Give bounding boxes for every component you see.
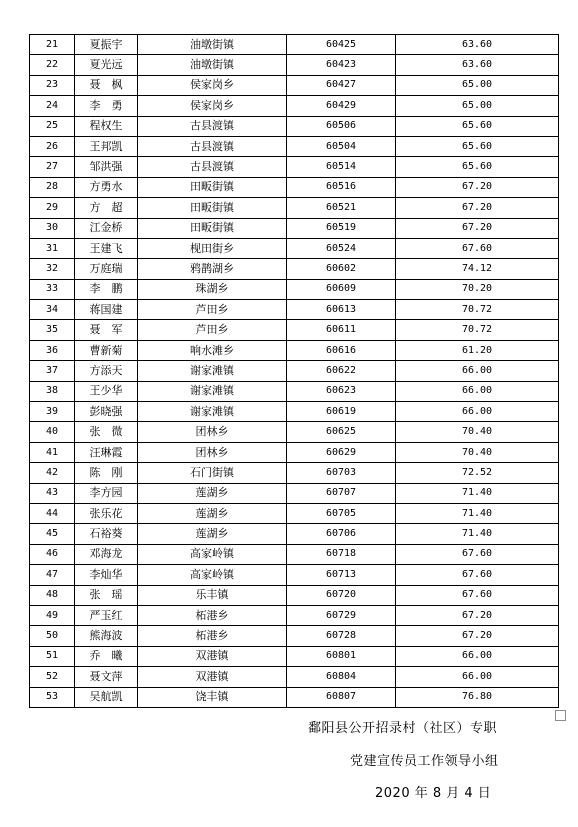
cell-score: 66.00	[396, 667, 559, 687]
cell-town: 饶丰镇	[138, 687, 287, 707]
table-row	[30, 55, 559, 75]
cell-town: 油墩街镇	[138, 35, 287, 55]
cell-town: 高家岭镇	[138, 565, 287, 585]
cell-score: 67.60	[396, 238, 559, 258]
cell-number: 32	[30, 259, 75, 279]
table-row	[30, 218, 559, 238]
cell-score: 67.20	[396, 626, 559, 646]
table-row	[30, 35, 559, 55]
table-row	[30, 300, 559, 320]
cell-exam-code: 60729	[287, 605, 396, 625]
signature-date: 2020 年 8 月 4 日	[375, 786, 492, 801]
cell-name: 曹新菊	[75, 340, 138, 360]
table-row	[30, 463, 559, 483]
cell-number: 29	[30, 198, 75, 218]
cell-name: 聂 军	[75, 320, 138, 340]
cell-exam-code: 60728	[287, 626, 396, 646]
cell-number: 53	[30, 687, 75, 707]
cell-score: 67.20	[396, 218, 559, 238]
cell-town: 田畈街镇	[138, 198, 287, 218]
cell-number: 52	[30, 667, 75, 687]
cell-number: 28	[30, 177, 75, 197]
table-row	[30, 585, 559, 605]
cell-name: 夏振宇	[75, 35, 138, 55]
cell-exam-code: 60423	[287, 55, 396, 75]
recruit-list-table	[29, 34, 559, 708]
cell-name: 蒋国建	[75, 300, 138, 320]
cell-town: 谢家滩镇	[138, 361, 287, 381]
cell-name: 彭晓强	[75, 402, 138, 422]
cell-name: 汪琳霞	[75, 442, 138, 462]
cell-score: 70.20	[396, 279, 559, 299]
cell-name: 陈 刚	[75, 463, 138, 483]
cell-town: 高家岭镇	[138, 544, 287, 564]
cell-town: 柘港乡	[138, 605, 287, 625]
cell-exam-code: 60713	[287, 565, 396, 585]
cell-score: 76.80	[396, 687, 559, 707]
cell-number: 21	[30, 35, 75, 55]
cell-name: 李灿华	[75, 565, 138, 585]
cell-name: 王少华	[75, 381, 138, 401]
cell-score: 61.20	[396, 340, 559, 360]
cell-exam-code: 60524	[287, 238, 396, 258]
cell-exam-code: 60629	[287, 442, 396, 462]
cell-town: 侯家岗乡	[138, 75, 287, 95]
cell-number: 45	[30, 524, 75, 544]
cell-exam-code: 60613	[287, 300, 396, 320]
cell-score: 66.00	[396, 402, 559, 422]
cell-exam-code: 60519	[287, 218, 396, 238]
cell-name: 江金桥	[75, 218, 138, 238]
cell-town: 侯家岗乡	[138, 96, 287, 116]
cell-town: 柘港乡	[138, 626, 287, 646]
cell-name: 张 微	[75, 422, 138, 442]
table-row	[30, 198, 559, 218]
cell-exam-code: 60720	[287, 585, 396, 605]
cell-town: 田畈街镇	[138, 177, 287, 197]
form-checkbox[interactable]	[555, 710, 566, 721]
table-row	[30, 136, 559, 156]
cell-exam-code: 60622	[287, 361, 396, 381]
cell-exam-code: 60609	[287, 279, 396, 299]
cell-score: 63.60	[396, 35, 559, 55]
cell-town: 莲湖乡	[138, 503, 287, 523]
cell-name: 严玉红	[75, 605, 138, 625]
cell-exam-code: 60504	[287, 136, 396, 156]
cell-score: 67.60	[396, 544, 559, 564]
table-row	[30, 75, 559, 95]
cell-score: 65.00	[396, 96, 559, 116]
cell-exam-code: 60611	[287, 320, 396, 340]
cell-name: 方添天	[75, 361, 138, 381]
cell-number: 34	[30, 300, 75, 320]
cell-town: 谢家滩镇	[138, 402, 287, 422]
table-row	[30, 442, 559, 462]
cell-exam-code: 60807	[287, 687, 396, 707]
table-row	[30, 259, 559, 279]
cell-exam-code: 60703	[287, 463, 396, 483]
cell-score: 63.60	[396, 55, 559, 75]
cell-exam-code: 60521	[287, 198, 396, 218]
cell-name: 熊海波	[75, 626, 138, 646]
cell-town: 团林乡	[138, 422, 287, 442]
cell-exam-code: 60616	[287, 340, 396, 360]
cell-number: 31	[30, 238, 75, 258]
cell-exam-code: 60425	[287, 35, 396, 55]
cell-exam-code: 60429	[287, 96, 396, 116]
cell-town: 谢家滩镇	[138, 381, 287, 401]
table-row	[30, 177, 559, 197]
cell-name: 夏光远	[75, 55, 138, 75]
cell-score: 67.60	[396, 565, 559, 585]
cell-number: 47	[30, 565, 75, 585]
cell-score: 74.12	[396, 259, 559, 279]
cell-score: 66.00	[396, 646, 559, 666]
cell-name: 聂 枫	[75, 75, 138, 95]
cell-name: 程权生	[75, 116, 138, 136]
cell-score: 71.40	[396, 503, 559, 523]
cell-number: 41	[30, 442, 75, 462]
cell-score: 66.00	[396, 361, 559, 381]
cell-number: 51	[30, 646, 75, 666]
table-row	[30, 361, 559, 381]
table-row	[30, 116, 559, 136]
cell-exam-code: 60514	[287, 157, 396, 177]
cell-name: 张 瑶	[75, 585, 138, 605]
table-row	[30, 238, 559, 258]
cell-number: 36	[30, 340, 75, 360]
cell-name: 李 鹏	[75, 279, 138, 299]
signature-org-line2: 党建宣传员工作领导小组	[350, 754, 499, 769]
cell-exam-code: 60706	[287, 524, 396, 544]
table-row	[30, 340, 559, 360]
table-row	[30, 565, 559, 585]
table-row	[30, 96, 559, 116]
cell-town: 古县渡镇	[138, 136, 287, 156]
cell-number: 30	[30, 218, 75, 238]
cell-exam-code: 60602	[287, 259, 396, 279]
cell-score: 70.40	[396, 442, 559, 462]
cell-exam-code: 60516	[287, 177, 396, 197]
table-row	[30, 646, 559, 666]
cell-exam-code: 60804	[287, 667, 396, 687]
cell-score: 70.72	[396, 320, 559, 340]
cell-number: 46	[30, 544, 75, 564]
cell-score: 67.20	[396, 198, 559, 218]
cell-exam-code: 60427	[287, 75, 396, 95]
cell-name: 李方园	[75, 483, 138, 503]
cell-number: 50	[30, 626, 75, 646]
table-row	[30, 483, 559, 503]
table-row	[30, 279, 559, 299]
cell-town: 枧田街乡	[138, 238, 287, 258]
cell-town: 田畈街镇	[138, 218, 287, 238]
table-row	[30, 320, 559, 340]
cell-name: 李 勇	[75, 96, 138, 116]
cell-town: 石门街镇	[138, 463, 287, 483]
table-row	[30, 626, 559, 646]
table-row	[30, 503, 559, 523]
cell-number: 27	[30, 157, 75, 177]
cell-number: 43	[30, 483, 75, 503]
cell-name: 王建飞	[75, 238, 138, 258]
cell-exam-code: 60619	[287, 402, 396, 422]
cell-name: 聂文萍	[75, 667, 138, 687]
cell-number: 24	[30, 96, 75, 116]
cell-town: 油墩街镇	[138, 55, 287, 75]
cell-name: 王邦凯	[75, 136, 138, 156]
table-row	[30, 524, 559, 544]
cell-name: 方 超	[75, 198, 138, 218]
table-row	[30, 687, 559, 707]
table-row	[30, 667, 559, 687]
cell-score: 65.60	[396, 157, 559, 177]
cell-town: 鸦鹊湖乡	[138, 259, 287, 279]
cell-score: 65.00	[396, 75, 559, 95]
cell-number: 42	[30, 463, 75, 483]
cell-exam-code: 60718	[287, 544, 396, 564]
cell-town: 古县渡镇	[138, 116, 287, 136]
cell-town: 团林乡	[138, 442, 287, 462]
table-body	[30, 35, 559, 708]
cell-exam-code: 60705	[287, 503, 396, 523]
cell-number: 23	[30, 75, 75, 95]
cell-town: 双港镇	[138, 646, 287, 666]
cell-score: 70.40	[396, 422, 559, 442]
table-row	[30, 402, 559, 422]
cell-score: 65.60	[396, 136, 559, 156]
cell-exam-code: 60623	[287, 381, 396, 401]
cell-number: 40	[30, 422, 75, 442]
cell-town: 芦田乡	[138, 320, 287, 340]
cell-town: 莲湖乡	[138, 483, 287, 503]
cell-number: 22	[30, 55, 75, 75]
cell-town: 芦田乡	[138, 300, 287, 320]
table-row	[30, 157, 559, 177]
cell-number: 26	[30, 136, 75, 156]
signature-org-line1: 鄱阳县公开招录村（社区）专职	[308, 721, 498, 736]
cell-number: 38	[30, 381, 75, 401]
cell-score: 65.60	[396, 116, 559, 136]
cell-number: 48	[30, 585, 75, 605]
cell-town: 双港镇	[138, 667, 287, 687]
cell-number: 33	[30, 279, 75, 299]
table-row	[30, 422, 559, 442]
cell-number: 39	[30, 402, 75, 422]
cell-score: 66.00	[396, 381, 559, 401]
cell-score: 67.20	[396, 605, 559, 625]
cell-exam-code: 60707	[287, 483, 396, 503]
cell-town: 响水滩乡	[138, 340, 287, 360]
cell-number: 35	[30, 320, 75, 340]
table-row	[30, 381, 559, 401]
cell-score: 71.40	[396, 524, 559, 544]
table-row	[30, 605, 559, 625]
cell-exam-code: 60625	[287, 422, 396, 442]
cell-town: 珠湖乡	[138, 279, 287, 299]
cell-town: 莲湖乡	[138, 524, 287, 544]
cell-name: 邓海龙	[75, 544, 138, 564]
cell-number: 37	[30, 361, 75, 381]
cell-number: 25	[30, 116, 75, 136]
cell-town: 乐丰镇	[138, 585, 287, 605]
cell-number: 44	[30, 503, 75, 523]
cell-name: 张乐花	[75, 503, 138, 523]
cell-score: 67.60	[396, 585, 559, 605]
cell-exam-code: 60801	[287, 646, 396, 666]
table-row	[30, 544, 559, 564]
cell-exam-code: 60506	[287, 116, 396, 136]
cell-name: 吴航凯	[75, 687, 138, 707]
cell-name: 万庭瑞	[75, 259, 138, 279]
cell-name: 乔 曦	[75, 646, 138, 666]
cell-name: 石裕葵	[75, 524, 138, 544]
cell-score: 67.20	[396, 177, 559, 197]
cell-town: 古县渡镇	[138, 157, 287, 177]
cell-name: 邹洪强	[75, 157, 138, 177]
cell-score: 70.72	[396, 300, 559, 320]
cell-score: 72.52	[396, 463, 559, 483]
cell-name: 方勇水	[75, 177, 138, 197]
cell-score: 71.40	[396, 483, 559, 503]
cell-number: 49	[30, 605, 75, 625]
